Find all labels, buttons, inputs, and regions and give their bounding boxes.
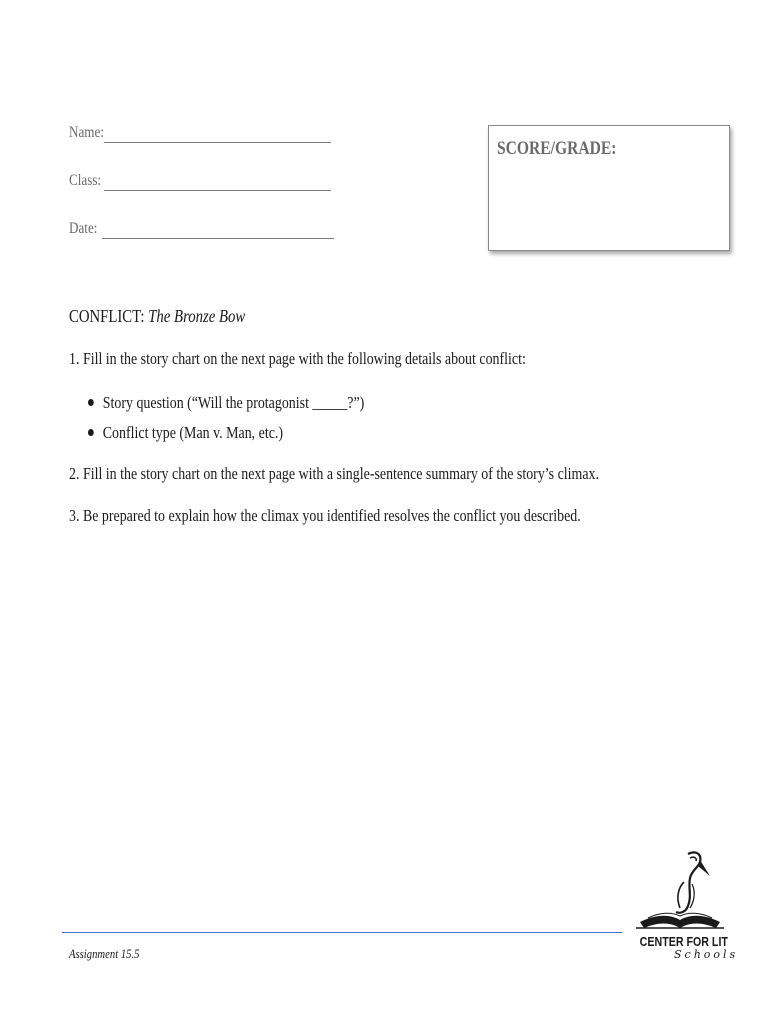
score-grade-title: SCORE/GRADE: [497, 138, 617, 159]
center-for-lit-logo [630, 848, 739, 968]
logo-subtitle: Schools [674, 948, 739, 961]
date-label: Date: [69, 220, 98, 237]
heading-prefix: CONFLICT: [69, 306, 149, 326]
date-field-line[interactable] [102, 238, 334, 239]
class-field-line[interactable] [104, 190, 331, 191]
instruction-1: 1. Fill in the story chart on the next page with the following details about conflict: [69, 349, 526, 368]
name-label: Name: [69, 124, 104, 141]
score-grade-box[interactable] [488, 125, 730, 251]
bullet-item: Conflict type (Man v. Man, etc.) [88, 423, 326, 443]
footer-rule [62, 932, 622, 933]
bullet-icon [88, 429, 94, 436]
instruction-3: 3. Be prepared to explain how the climax you identified resolves the conflict you described. [69, 506, 581, 525]
instruction-2: 2. Fill in the story chart on the next page with a single-sentence summary of the story’s climax. [69, 464, 599, 483]
book-title: The Bronze Bow [148, 306, 246, 326]
bullet-icon [88, 399, 94, 406]
bullet-item: Story question (“Will the protagonist _____?”) [88, 393, 425, 413]
name-field-line[interactable] [104, 142, 331, 143]
class-label: Class: [69, 172, 102, 189]
logo-name: CENTER FOR LIT [639, 934, 728, 949]
assignment-number: Assignment 15.5 [69, 946, 140, 961]
assignment-heading [69, 306, 284, 327]
pelican-on-open-book-icon [630, 848, 730, 938]
